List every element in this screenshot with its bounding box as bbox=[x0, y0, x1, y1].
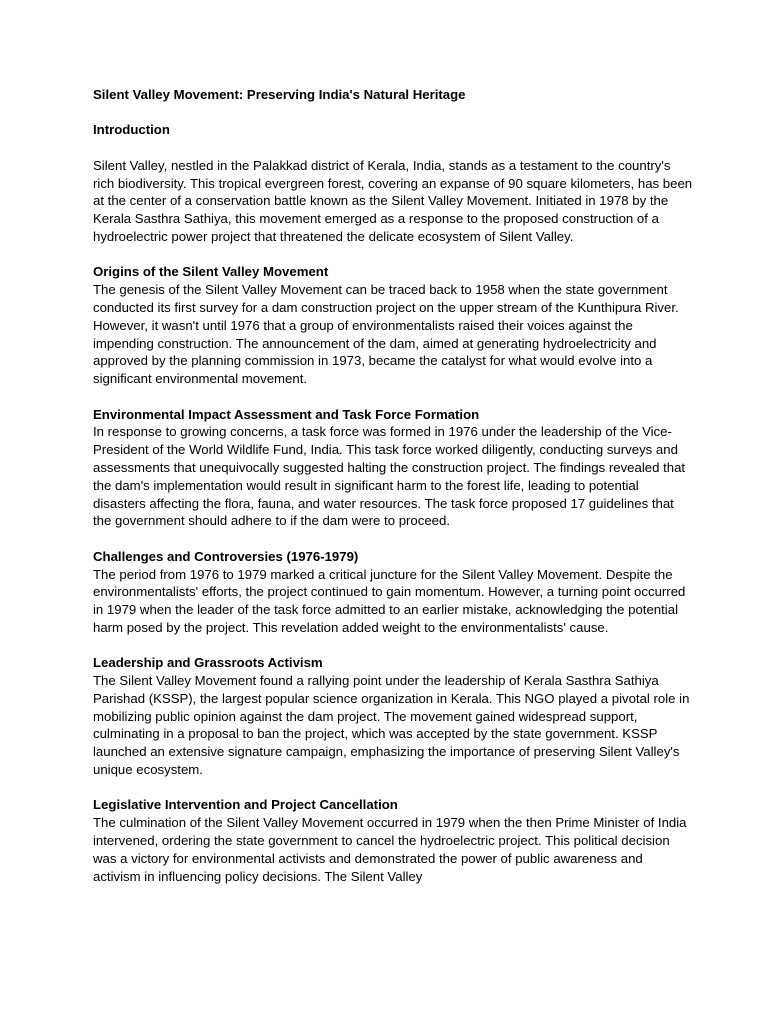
document-title: Silent Valley Movement: Preserving India's Natural Heritage bbox=[93, 87, 466, 102]
section-heading-legislative: Legislative Intervention and Project Cancellation bbox=[93, 797, 398, 813]
document-content bbox=[93, 86, 693, 885]
section-body-introduction: Silent Valley, nestled in the Palakkad district of Kerala, India, stands as a testament to the country's rich biodiversity. This tropical evergreen forest, covering an expanse of 90 square kilometers, has been at the center of a conservation battle known as the Silent Valley Movement. Initiated in 1978 by the Kerala Sasthra Sathiya, this movement emerged as a response to the proposed construction of a hydroelectric power project that threatened the delicate ecosystem of Silent Valley. bbox=[93, 157, 693, 244]
section-body-legislative: The culmination of the Silent Valley Movement occurred in 1979 when the then Prime Minister of India intervened, ordering the state government to cancel the hydroelectric project. This political decision was a victory for environmental activists and demonstrated the power of public awareness and activism in influencing policy decisions. The Silent Valley bbox=[93, 815, 687, 884]
section-heading-introduction: Introduction bbox=[93, 122, 170, 138]
section-heading-origins: Origins of the Silent Valley Movement bbox=[93, 264, 329, 280]
section-heading-impact-assessment: Environmental Impact Assessment and Task Force Formation bbox=[93, 406, 480, 422]
section-body-impact-assessment: In response to growing concerns, a task force was formed in 1976 under the leadership of the Vice-President of the World Wildlife Fund, India. This task force worked diligently, conducting surveys and assessments that unequivocally suggested halting the construction project. The findings revealed that the dam's implementation would result in significant harm to the forest life, leading to potential disasters affecting the flora, fauna, and water resources. The task force proposed 17 guidelines that the government should adhere to if the dam were to proceed. bbox=[93, 424, 686, 529]
section-heading-challenges: Challenges and Controversies (1976-1979) bbox=[93, 548, 359, 564]
section-body-origins: The genesis of the Silent Valley Movement can be traced back to 1958 when the state government conducted its first survey for a dam construction project on the upper stream of the Kunthipura River. However, it wasn't until 1976 that a group of environmentalists raised their voices against the impending construction. The announcement of the dam, aimed at generating hydroelectricity and approved by the planning commission in 1973, became the catalyst for what would evolve into a significant environmental movement. bbox=[93, 282, 679, 387]
section-body-challenges: The period from 1976 to 1979 marked a critical juncture for the Silent Valley Movement. Despite the environmentalists' efforts, the project continued to gain momentum. However, a turning point occurred in 1979 when the leader of the task force admitted to an earlier mistake, acknowledging the potential harm posed by the project. This revelation added weight to the environmentalists' cause. bbox=[93, 566, 686, 635]
section-heading-leadership: Leadership and Grassroots Activism bbox=[93, 655, 323, 671]
section-body-leadership: The Silent Valley Movement found a rallying point under the leadership of Kerala Sasthra Sathiya Parishad (KSSP), the largest popular science organization in Kerala. This NGO played a pivotal role in mobilizing public opinion against the dam project. The movement gained widespread support, culminating in a proposal to ban the project, which was accepted by the state government. KSSP launched an extensive signature campaign, emphasizing the importance of preserving Silent Valley's unique ecosystem. bbox=[93, 673, 690, 778]
